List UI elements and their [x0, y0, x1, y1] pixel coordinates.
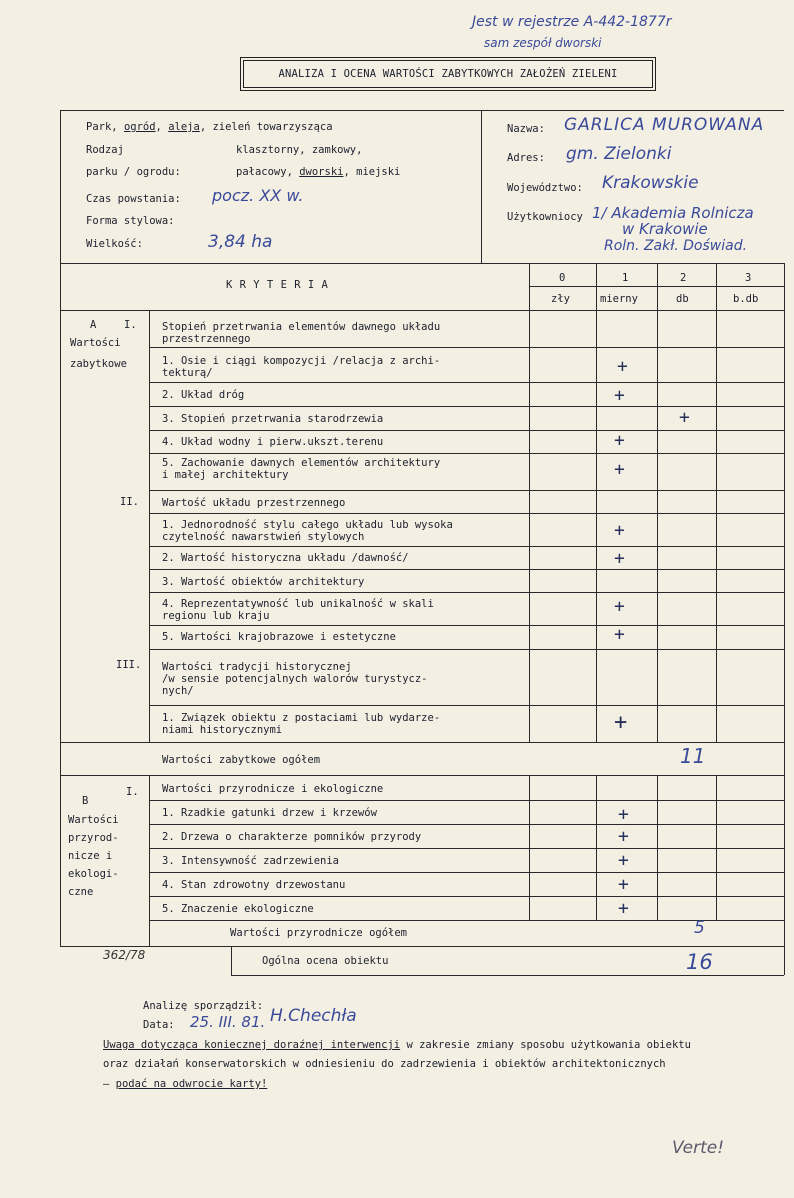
overall-label: Ogólna ocena obiektu	[262, 955, 389, 967]
rodzaj-label: Rodzaj	[86, 144, 124, 156]
nazwa-value: GARLICA MUROWANA	[564, 115, 765, 135]
section-a-iii-label: III.	[116, 659, 142, 671]
group-b-title: Wartości przyrodnicze i ekologiczne	[162, 783, 384, 795]
total-b-label: Wartości przyrodnicze ogółem	[230, 927, 408, 939]
forma-label: Forma stylowa:	[86, 215, 175, 227]
table-row-a1-1: 1. Osie i ciągi kompozycji /relacja z archi- tekturą/	[162, 355, 441, 379]
mark-a1-3: +	[679, 407, 690, 428]
overall-value: 16	[686, 950, 713, 974]
table-row-a2-1: 1. Jednorodność stylu całego układu lub wysoka czytelność nawarstwień stylowych	[162, 519, 453, 543]
adres-value: gm. Zielonki	[566, 144, 672, 164]
table-row-a2-3: 3. Wartość obiektów architektury	[162, 576, 365, 588]
score-2: 2	[680, 272, 687, 284]
group1-title: Stopień przetrwania elementów dawnego układu przestrzennego	[162, 321, 441, 345]
wielkosc-value: 3,84 ha	[208, 232, 273, 252]
mark-b-4: +	[618, 874, 629, 895]
handwritten-verte: Verte!	[672, 1138, 725, 1158]
table-row-a1-3: 3. Stopień przetrwania starodrzewia	[162, 413, 384, 425]
note-line-1: Uwaga dotycząca koniecznej doraźnej interwencji w zakresie zmiany sposobu użytkowania obiektu	[103, 1039, 691, 1051]
score-3: 3	[745, 272, 752, 284]
uzytkownicy-value-1: 1/ Akademia Rolnicza	[592, 204, 754, 222]
mark-a1-5: +	[614, 459, 625, 480]
table-row-a1-5: 5. Zachowanie dawnych elementów architektury i małej architektury	[162, 457, 441, 481]
note-line-2: oraz działań konserwatorskich w odniesieniu do zadrzewienia i obiektów architektonicznych	[103, 1058, 666, 1070]
grade-2: db	[676, 293, 689, 305]
rodzaj-options-2: pałacowy, dworski, miejski	[236, 166, 401, 178]
score-1: 1	[622, 272, 629, 284]
mark-b-5: +	[618, 898, 629, 919]
uzytkownicy-value-2: w Krakowie	[622, 220, 708, 238]
object-type-line: Park, ogród, aleja, zieleń towarzysząca	[86, 121, 333, 133]
handwritten-note-register: Jest w rejestrze A-442-1877r	[472, 14, 672, 30]
czas-value: pocz. XX w.	[212, 186, 304, 205]
sporzadzil-label: Analizę sporządził:	[143, 1000, 264, 1012]
section-b-desc: Wartości przyrod- nicze i ekologi- czne	[68, 814, 119, 898]
section-a-label: A	[90, 319, 97, 331]
total-b-value: 5	[694, 918, 705, 938]
table-row-a1-2: 2. Układ dróg	[162, 389, 245, 401]
uzytkownicy-label: Użytkowniocy	[507, 211, 583, 223]
wielkosc-label: Wielkość:	[86, 238, 143, 250]
parku-label: parku / ogrodu:	[86, 166, 181, 178]
mark-a2-4: +	[614, 596, 625, 617]
nazwa-label: Nazwa:	[507, 123, 545, 135]
total-a-label: Wartości zabytkowe ogółem	[162, 754, 321, 766]
section-a-zabytkowe: zabytkowe	[70, 358, 127, 370]
czas-label: Czas powstania:	[86, 193, 181, 205]
kryteria-header: K R Y T E R I A	[226, 279, 329, 291]
section-b-label: B	[82, 795, 89, 807]
mark-a2-1: +	[614, 520, 625, 541]
mark-a3-1: +	[614, 710, 628, 735]
mark-a2-5: +	[614, 624, 625, 645]
table-row-a1-4: 4. Układ wodny i pierw.ukszt.terenu	[162, 436, 384, 448]
table-row-b-2: 2. Drzewa o charakterze pomników przyrody	[162, 831, 422, 843]
table-row-b-3: 3. Intensywność zadrzewienia	[162, 855, 340, 867]
grade-1: mierny	[600, 293, 638, 305]
group3-title: Wartości tradycji historycznej /w sensie potencjalnych walorów turystycz- nych/	[162, 661, 428, 697]
adres-label: Adres:	[507, 152, 545, 164]
archive-stamp: 362/78	[103, 948, 146, 962]
mark-b-1: +	[618, 804, 629, 825]
group2-title: Wartość układu przestrzennego	[162, 497, 346, 509]
score-0: 0	[559, 272, 566, 284]
table-row-a2-5: 5. Wartości krajobrazowe i estetyczne	[162, 631, 396, 643]
handwritten-note-complex: sam zespół dworski	[484, 36, 602, 50]
total-a-value: 11	[680, 744, 706, 768]
section-b-i-label: I.	[126, 786, 139, 798]
wojewodztwo-label: Województwo:	[507, 182, 583, 194]
table-row-a2-2: 2. Wartość historyczna układu /dawność/	[162, 552, 409, 564]
section-a-i-label: I.	[124, 319, 137, 331]
page-title: ANALIZA I OCENA WARTOŚCI ZABYTKOWYCH ZAŁOŻEŃ ZIELENI	[243, 60, 653, 88]
table-row-b-1: 1. Rzadkie gatunki drzew i krzewów	[162, 807, 377, 819]
mark-b-3: +	[618, 850, 629, 871]
grade-3: b.db	[733, 293, 759, 305]
wojewodztwo-value: Krakowskie	[602, 173, 699, 193]
mark-a1-1: +	[617, 356, 628, 377]
table-row-a3-1: 1. Związek obiektu z postaciami lub wydarze- niami historycznymi	[162, 712, 441, 736]
mark-a1-2: +	[614, 385, 625, 406]
mark-a2-2: +	[614, 548, 625, 569]
table-row-b-4: 4. Stan zdrowotny drzewostanu	[162, 879, 346, 891]
note-line-3: – podać na odwrocie karty!	[103, 1078, 268, 1090]
data-value: 25. III. 81.	[190, 1013, 266, 1031]
section-a-ii-label: II.	[120, 496, 139, 508]
mark-a1-4: +	[614, 430, 625, 451]
table-row-a2-4: 4. Reprezentatywność lub unikalność w skali regionu lub kraju	[162, 598, 434, 622]
mark-b-2: +	[618, 826, 629, 847]
section-a-wartosci: Wartości	[70, 337, 121, 349]
grade-0: zły	[551, 293, 570, 305]
table-row-b-5: 5. Znaczenie ekologiczne	[162, 903, 314, 915]
signature: H.Chechła	[270, 1006, 357, 1026]
data-label: Data:	[143, 1019, 175, 1031]
rodzaj-options-1: klasztorny, zamkowy,	[236, 144, 363, 156]
uzytkownicy-value-3: Roln. Zakł. Doświad.	[604, 238, 748, 254]
